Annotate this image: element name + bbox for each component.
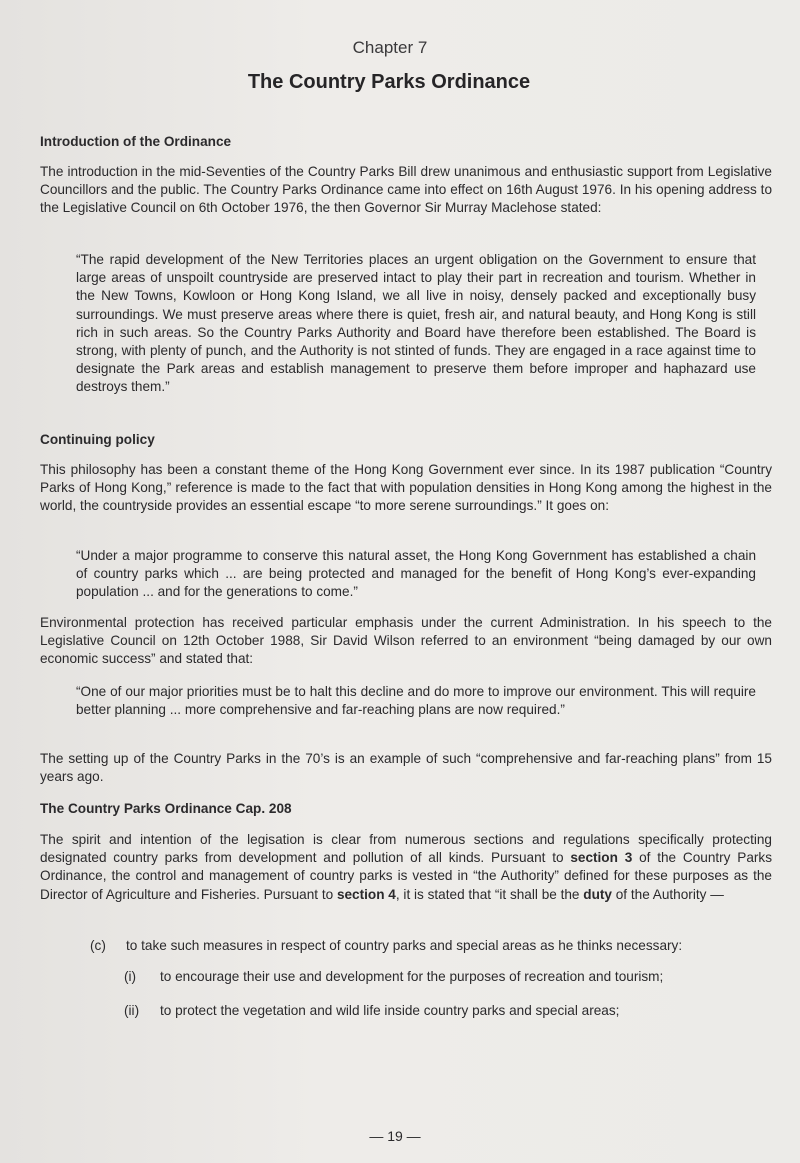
wilson-quote: “One of our major priorities must be to halt this decline and do more to improve our environment. This will require better planning ... more comprehensive and far-reaching plans are now required.” (76, 684, 756, 718)
chapter-title: The Country Parks Ordinance (247, 71, 531, 93)
section-4-ref: section 4 (336, 886, 396, 902)
page-number: — 19 — (369, 1128, 421, 1144)
list-item-i (124, 968, 774, 986)
list-label-c: (c) (90, 938, 106, 953)
list-text-ii: to protect the vegetation and wild life inside country parks and special areas; (160, 1003, 620, 1018)
section-heading-introduction: Introduction of the Ordinance (40, 134, 232, 149)
cap-208-paragraph: The spirit and intention of the legisation is clear from numerous sections and regulations specifically protecting designated country parks from development and pollution of all kinds. Pursuant to section 3 of the Country Parks Ordinance, the control and management of country parks is vested in “the Authority” defined for these purposes as the Director of Agriculture and Fisheries. Pursuant to section 4, it is stated that “it shall be the duty of the Authority — (40, 832, 773, 902)
government-quote: “Under a major programme to conserve this natural asset, the Hong Kong Government has established a chain of country parks which ... are being protected and managed for the benefit of Hong Kong’s ever-expanding population ... and for the generations to come.” (76, 548, 756, 600)
list-label-ii: (ii) (124, 1003, 140, 1018)
section-3-ref: section 3 (570, 850, 633, 866)
list-item-ii (124, 1002, 774, 1020)
section-heading-continuing-policy: Continuing policy (40, 432, 155, 447)
intro-paragraph: The introduction in the mid-Seventies of the Country Parks Bill drew unanimous and enthusiastic support from Legislative Councillors and the public. The Country Parks Ordinance came into effect on 16th August 1976. In his opening address to the Legislative Council on 6th October 1976, the then Governor Sir Murray Maclehose stated: (40, 164, 772, 216)
list-text-i: to encourage their use and development for the purposes of recreation and tourism; (160, 969, 664, 984)
chapter-label: Chapter 7 (352, 38, 428, 57)
section-heading-cap-208: The Country Parks Ordinance Cap. 208 (40, 801, 292, 816)
maclehose-quote: “The rapid development of the New Territories places an urgent obligation on the Government to ensure that large areas of unspoilt countryside are preserved intact to play their part in recreation and tourism. Whether in the New Towns, Kowloon or Hong Kong Island, we all live in noisy, densely packed and exceptionally busy surroundings. We must preserve areas where there is quiet, fresh air, and natural beauty, and Hong Kong is still rich in such areas. So the Country Parks Authority and Board have therefore been established. The Board is strong, with plenty of punch, and the Authority is not stinted of funds. They are engaged in a race against time to designate the Park areas and establish management to preserve them before improper and haphazard use destroys them.” (76, 252, 756, 395)
policy-paragraph: This philosophy has been a constant theme of the Hong Kong Government ever since. In its 1987 publication “Country Parks of Hong Kong,” reference is made to the fact that with population densities in Hong Kong among the highest in the world, the countryside provides an essential escape “to more serene surroundings.” It goes on: (40, 462, 772, 514)
list-item-c (90, 937, 770, 955)
environment-paragraph: Environmental protection has received particular emphasis under the current Administration. In his speech to the Legislative Council on 12th October 1988, Sir David Wilson referred to an environment “being damaged by our own economic success” and stated that: (40, 615, 772, 667)
duty-word: duty (583, 886, 612, 902)
list-text-c: to take such measures in respect of country parks and special areas as he thinks necessary: (126, 938, 683, 953)
list-label-i: (i) (124, 969, 137, 984)
setting-up-paragraph: The setting up of the Country Parks in the 70’s is an example of such “comprehensive and far-reaching plans” from 15 years ago. (40, 751, 772, 785)
